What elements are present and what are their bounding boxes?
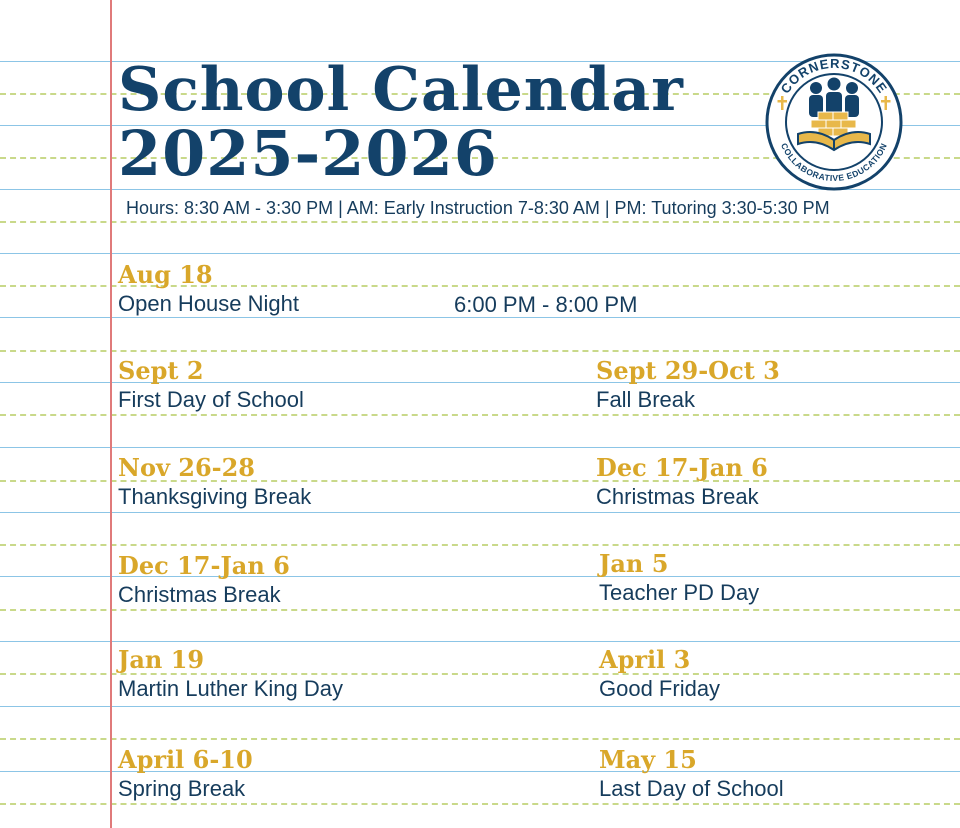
event-name: Teacher PD Day <box>599 580 760 605</box>
event-item <box>599 550 759 606</box>
event-name: Martin Luther King Day <box>118 676 343 701</box>
event-date: May 15 <box>599 745 697 774</box>
event-date: Dec 17-Jan 6 <box>118 551 290 580</box>
event-open-house <box>118 261 299 317</box>
logo-bottom-text: COLLABORATIVE EDUCATION <box>778 141 890 184</box>
event-item <box>118 357 304 413</box>
title-line-2: 2025-2026 <box>118 117 498 190</box>
event-name: Open House Night <box>118 291 299 316</box>
school-hours: Hours: 8:30 AM - 3:30 PM | AM: Early Instruction 7-8:30 AM | PM: Tutoring 3:30-5:30 PM <box>126 198 830 218</box>
page-title <box>118 55 684 190</box>
event-item <box>596 357 780 413</box>
event-date: Jan 19 <box>118 645 205 674</box>
people-icon <box>809 78 859 118</box>
event-item <box>599 646 720 702</box>
event-name: Last Day of School <box>599 776 784 801</box>
event-name: Christmas Break <box>596 484 759 509</box>
event-item <box>118 552 290 608</box>
event-name: Good Friday <box>599 676 721 701</box>
event-item <box>118 746 253 802</box>
event-name: Christmas Break <box>118 582 281 607</box>
event-name: First Day of School <box>118 387 304 412</box>
event-item <box>118 454 311 510</box>
event-item <box>596 454 768 510</box>
event-item <box>599 746 784 802</box>
event-name: Spring Break <box>118 776 246 801</box>
event-date: April 3 <box>599 645 691 674</box>
event-date: Sept 2 <box>118 356 204 385</box>
event-date: Dec 17-Jan 6 <box>596 453 768 482</box>
event-item <box>118 646 343 702</box>
open-house-time: 6:00 PM - 8:00 PM <box>454 292 638 317</box>
event-date: April 6-10 <box>118 745 253 774</box>
event-date: Sept 29-Oct 3 <box>596 356 780 385</box>
event-name: Thanksgiving Break <box>118 484 312 509</box>
cornerstone-logo <box>764 52 904 192</box>
event-date: Jan 5 <box>599 549 669 578</box>
logo-top-text: CORNERSTONE <box>777 55 891 97</box>
event-name: Fall Break <box>596 387 696 412</box>
title-line-1: School Calendar <box>118 55 684 125</box>
event-date: Nov 26-28 <box>118 453 256 482</box>
event-date: Aug 18 <box>118 260 213 289</box>
